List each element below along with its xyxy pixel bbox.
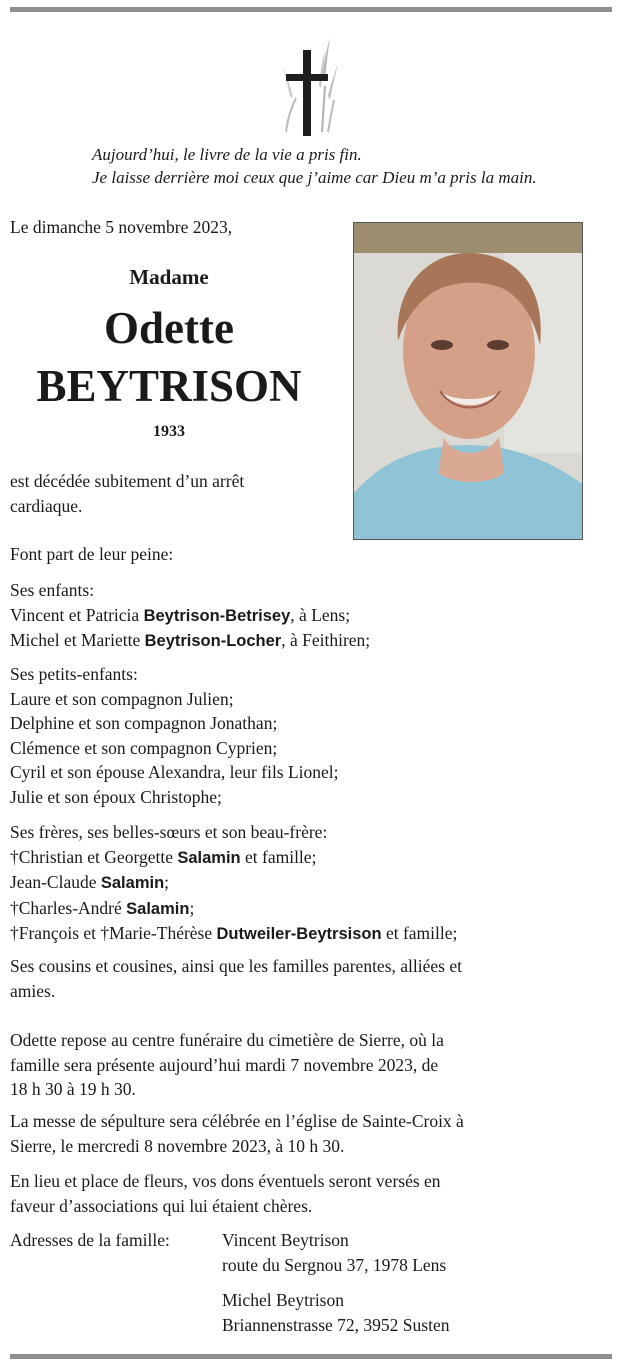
quote-line-2: Je laisse derrière moi ceux que j’aime car Dieu m’a pris la main. (92, 168, 537, 187)
sibling-row (10, 870, 612, 896)
child-family-name: Beytrison-Locher (144, 632, 282, 650)
sibling-first-names: Jean-Claude (10, 872, 101, 892)
address-michel (222, 1288, 449, 1337)
sibling-suffix: ; (164, 872, 170, 892)
donations-line-2: faveur d’associations qui lui étaient chères. (10, 1195, 313, 1216)
sibling-row (10, 845, 612, 871)
birth-year: 1933 (153, 423, 185, 440)
child-family-name: Beytrison-Betrisey (143, 606, 291, 625)
address-name: Vincent Beytrison (222, 1230, 349, 1250)
donations-line-1: En lieu et place de fleurs, vos dons éventuels seront versés en (10, 1171, 441, 1191)
last-name: BEYTRISON (36, 361, 302, 411)
child-place: , à Lens; (290, 604, 351, 625)
addresses-label: Adresses de la famille: (10, 1230, 170, 1250)
mass-line-1: La messe de sépulture sera célébrée en l’église de Sainte-Croix à (10, 1111, 464, 1131)
mourners-intro (10, 542, 612, 567)
sibling-family-name: Dutweiler-Beytrsison (216, 925, 382, 943)
siblings-section (10, 820, 612, 947)
child-first-names: Vincent et Patricia (10, 604, 144, 625)
grandchild-row: Laure et son compagnon Julien; (10, 688, 234, 709)
death-line-2: cardiaque. (10, 496, 83, 516)
honorific: Madame (129, 265, 209, 289)
sibling-family-name: Salamin (126, 899, 190, 918)
grandchild-row: Cyril et son épouse Alexandra, leur fils Lionel; (10, 762, 339, 782)
viewing-line-3: 18 h 30 à 19 h 30. (10, 1079, 136, 1099)
portrait-image (354, 223, 583, 540)
viewing-line-2: famille sera présente aujourd’hui mardi 7 novembre 2023, de (10, 1054, 439, 1075)
top-rule (10, 7, 612, 12)
sibling-suffix: et famille; (240, 846, 317, 867)
grandchild-row: Julie et son époux Christophe; (10, 786, 222, 807)
cousins-line-1: Ses cousins et cousines, ainsi que les familles parentes, alliées et (10, 956, 462, 976)
first-name: Odette (104, 303, 234, 353)
sibling-family-name: Salamin (177, 848, 241, 867)
sibling-row (10, 921, 612, 947)
sibling-row (10, 896, 612, 922)
cousins-line-2: amies. (10, 980, 56, 1001)
grandchildren-heading: Ses petits-enfants: (10, 664, 138, 684)
mass-line-2: Sierre, le mercredi 8 novembre 2023, à 10 h 30. (10, 1135, 345, 1156)
sibling-first-names: †Christian et Georgette (10, 846, 178, 867)
death-statement (10, 469, 244, 519)
child-first-names: Michel et Mariette (10, 630, 145, 650)
siblings-heading: Ses frères, ses belles-sœurs et son beau-frère: (10, 822, 328, 842)
sibling-suffix: ; (189, 897, 195, 918)
funeral-mass-info (10, 1109, 612, 1158)
sibling-family-name: Salamin (100, 874, 165, 892)
sibling-suffix: et famille; (381, 923, 458, 943)
child-row (10, 628, 612, 654)
children-section (10, 578, 612, 654)
mourners-intro-text: Font part de leur peine: (10, 544, 174, 564)
cousins-section (10, 954, 612, 1003)
sibling-first-names: †François et †Marie-Thérèse (10, 923, 217, 943)
sibling-first-names: †Charles-André (10, 897, 127, 918)
address-street: route du Sergnou 37, 1978 Lens (222, 1254, 447, 1275)
viewing-line-1: Odette repose au centre funéraire du cimetière de Sierre, où la (10, 1030, 444, 1050)
grandchild-row: Delphine et son compagnon Jonathan; (10, 713, 278, 733)
cross-icon (278, 36, 340, 136)
death-line-1: est décédée subitement d’un arrêt (10, 471, 245, 491)
children-heading: Ses enfants: (10, 580, 95, 600)
donations-info (10, 1169, 612, 1218)
child-row (10, 603, 612, 629)
address-street: Briannenstrasse 72, 3952 Susten (222, 1314, 450, 1335)
death-date: Le dimanche 5 novembre 2023, (10, 217, 233, 237)
viewing-info (10, 1028, 612, 1102)
address-vincent (222, 1228, 446, 1277)
child-place: , à Feithiren; (281, 630, 371, 650)
bottom-rule (10, 1354, 612, 1359)
portrait-photo (353, 222, 583, 540)
grandchildren-section (10, 662, 612, 809)
grandchild-row: Clémence et son compagnon Cyprien; (10, 737, 278, 758)
address-name: Michel Beytrison (222, 1290, 344, 1310)
quote-line-1: Aujourd’hui, le livre de la vie a pris fin. (92, 145, 362, 164)
epitaph-quote (92, 143, 612, 189)
